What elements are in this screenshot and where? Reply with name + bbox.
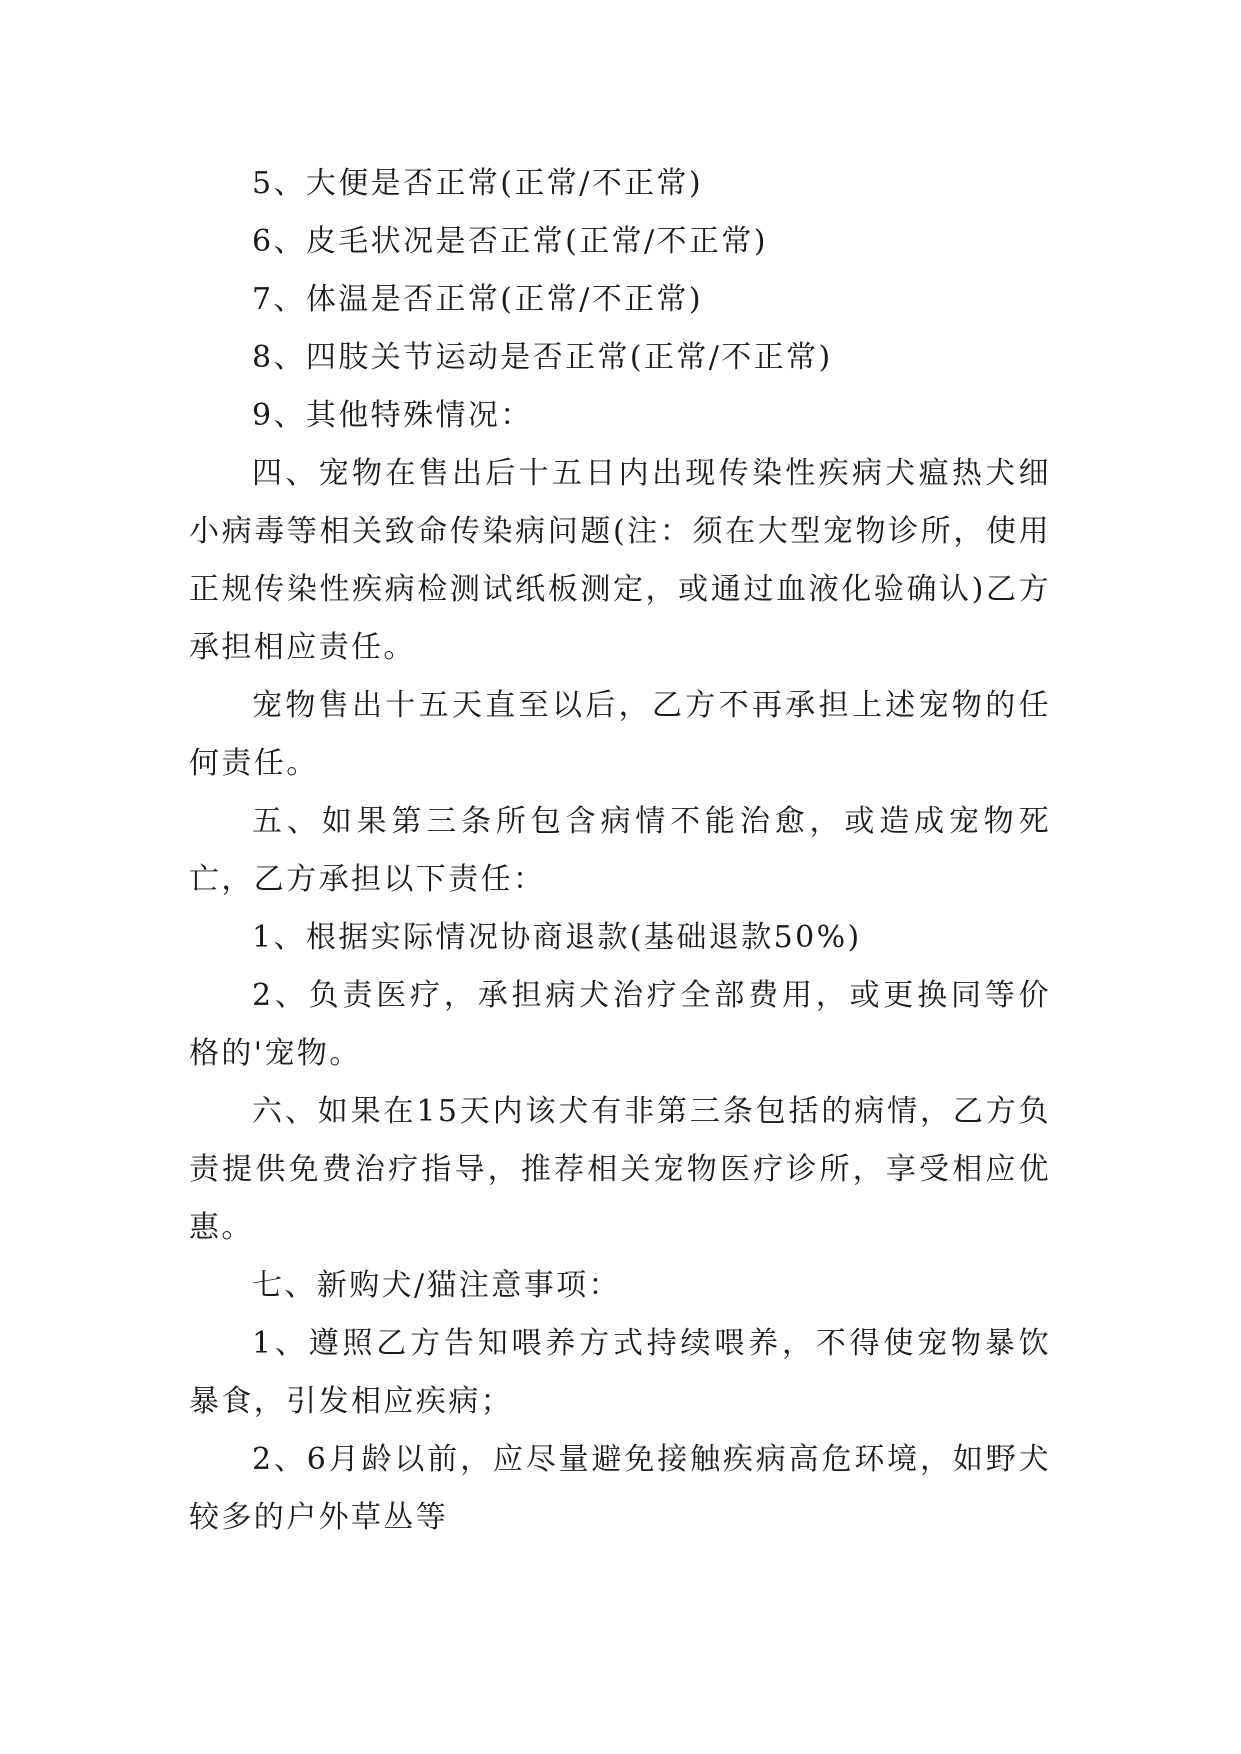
- clause-four-infectious-disease: 四、宠物在售出后十五日内出现传染性疾病犬瘟热犬细小病毒等相关致命传染病问题(注：须在大型宠物诊所，使用正规传染性疾病检测试纸板测定，或通过血液化验确认)乙方承担相应责任。: [189, 456, 1051, 665]
- paragraph-item-6-fur: 6、皮毛状况是否正常(正常/不正常): [252, 224, 768, 259]
- clause-seven-heading: 七、新购犬/猫注意事项：: [252, 1268, 621, 1303]
- clause-five-item-refund: 1、根据实际情况协商退款(基础退款50%): [252, 920, 862, 955]
- paragraph-item-8-joints: 8、四肢关节运动是否正常(正常/不正常): [252, 340, 833, 375]
- clause-seven-item-environment: 2、6月龄以前，应尽量避免接触疾病高危环境，如野犬较多的户外草丛等: [189, 1442, 1051, 1535]
- clause-seven-item-feeding: 1、遵照乙方告知喂养方式持续喂养，不得使宠物暴饮暴食，引发相应疾病；: [189, 1326, 1051, 1419]
- paragraph-item-5-stool: 5、大便是否正常(正常/不正常): [252, 166, 704, 201]
- paragraph-item-7-temperature: 7、体温是否正常(正常/不正常): [252, 282, 704, 317]
- clause-five-uncurable: 五、如果第三条所包含病情不能治愈，或造成宠物死亡，乙方承担以下责任：: [189, 804, 1051, 897]
- clause-four-after-fifteen-days: 宠物售出十五天直至以后，乙方不再承担上述宠物的任何责任。: [189, 688, 1051, 781]
- clause-five-item-medical: 2、负责医疗，承担病犬治疗全部费用，或更换同等价格的'宠物。: [189, 978, 1051, 1071]
- paragraph-item-9-other: 9、其他特殊情况：: [252, 398, 533, 433]
- document-page: [189, 155, 1051, 1547]
- clause-six-other-illness: 六、如果在15天内该犬有非第三条包括的病情，乙方负责提供免费治疗指导，推荐相关宠物医疗诊所，享受相应优惠。: [189, 1094, 1051, 1245]
